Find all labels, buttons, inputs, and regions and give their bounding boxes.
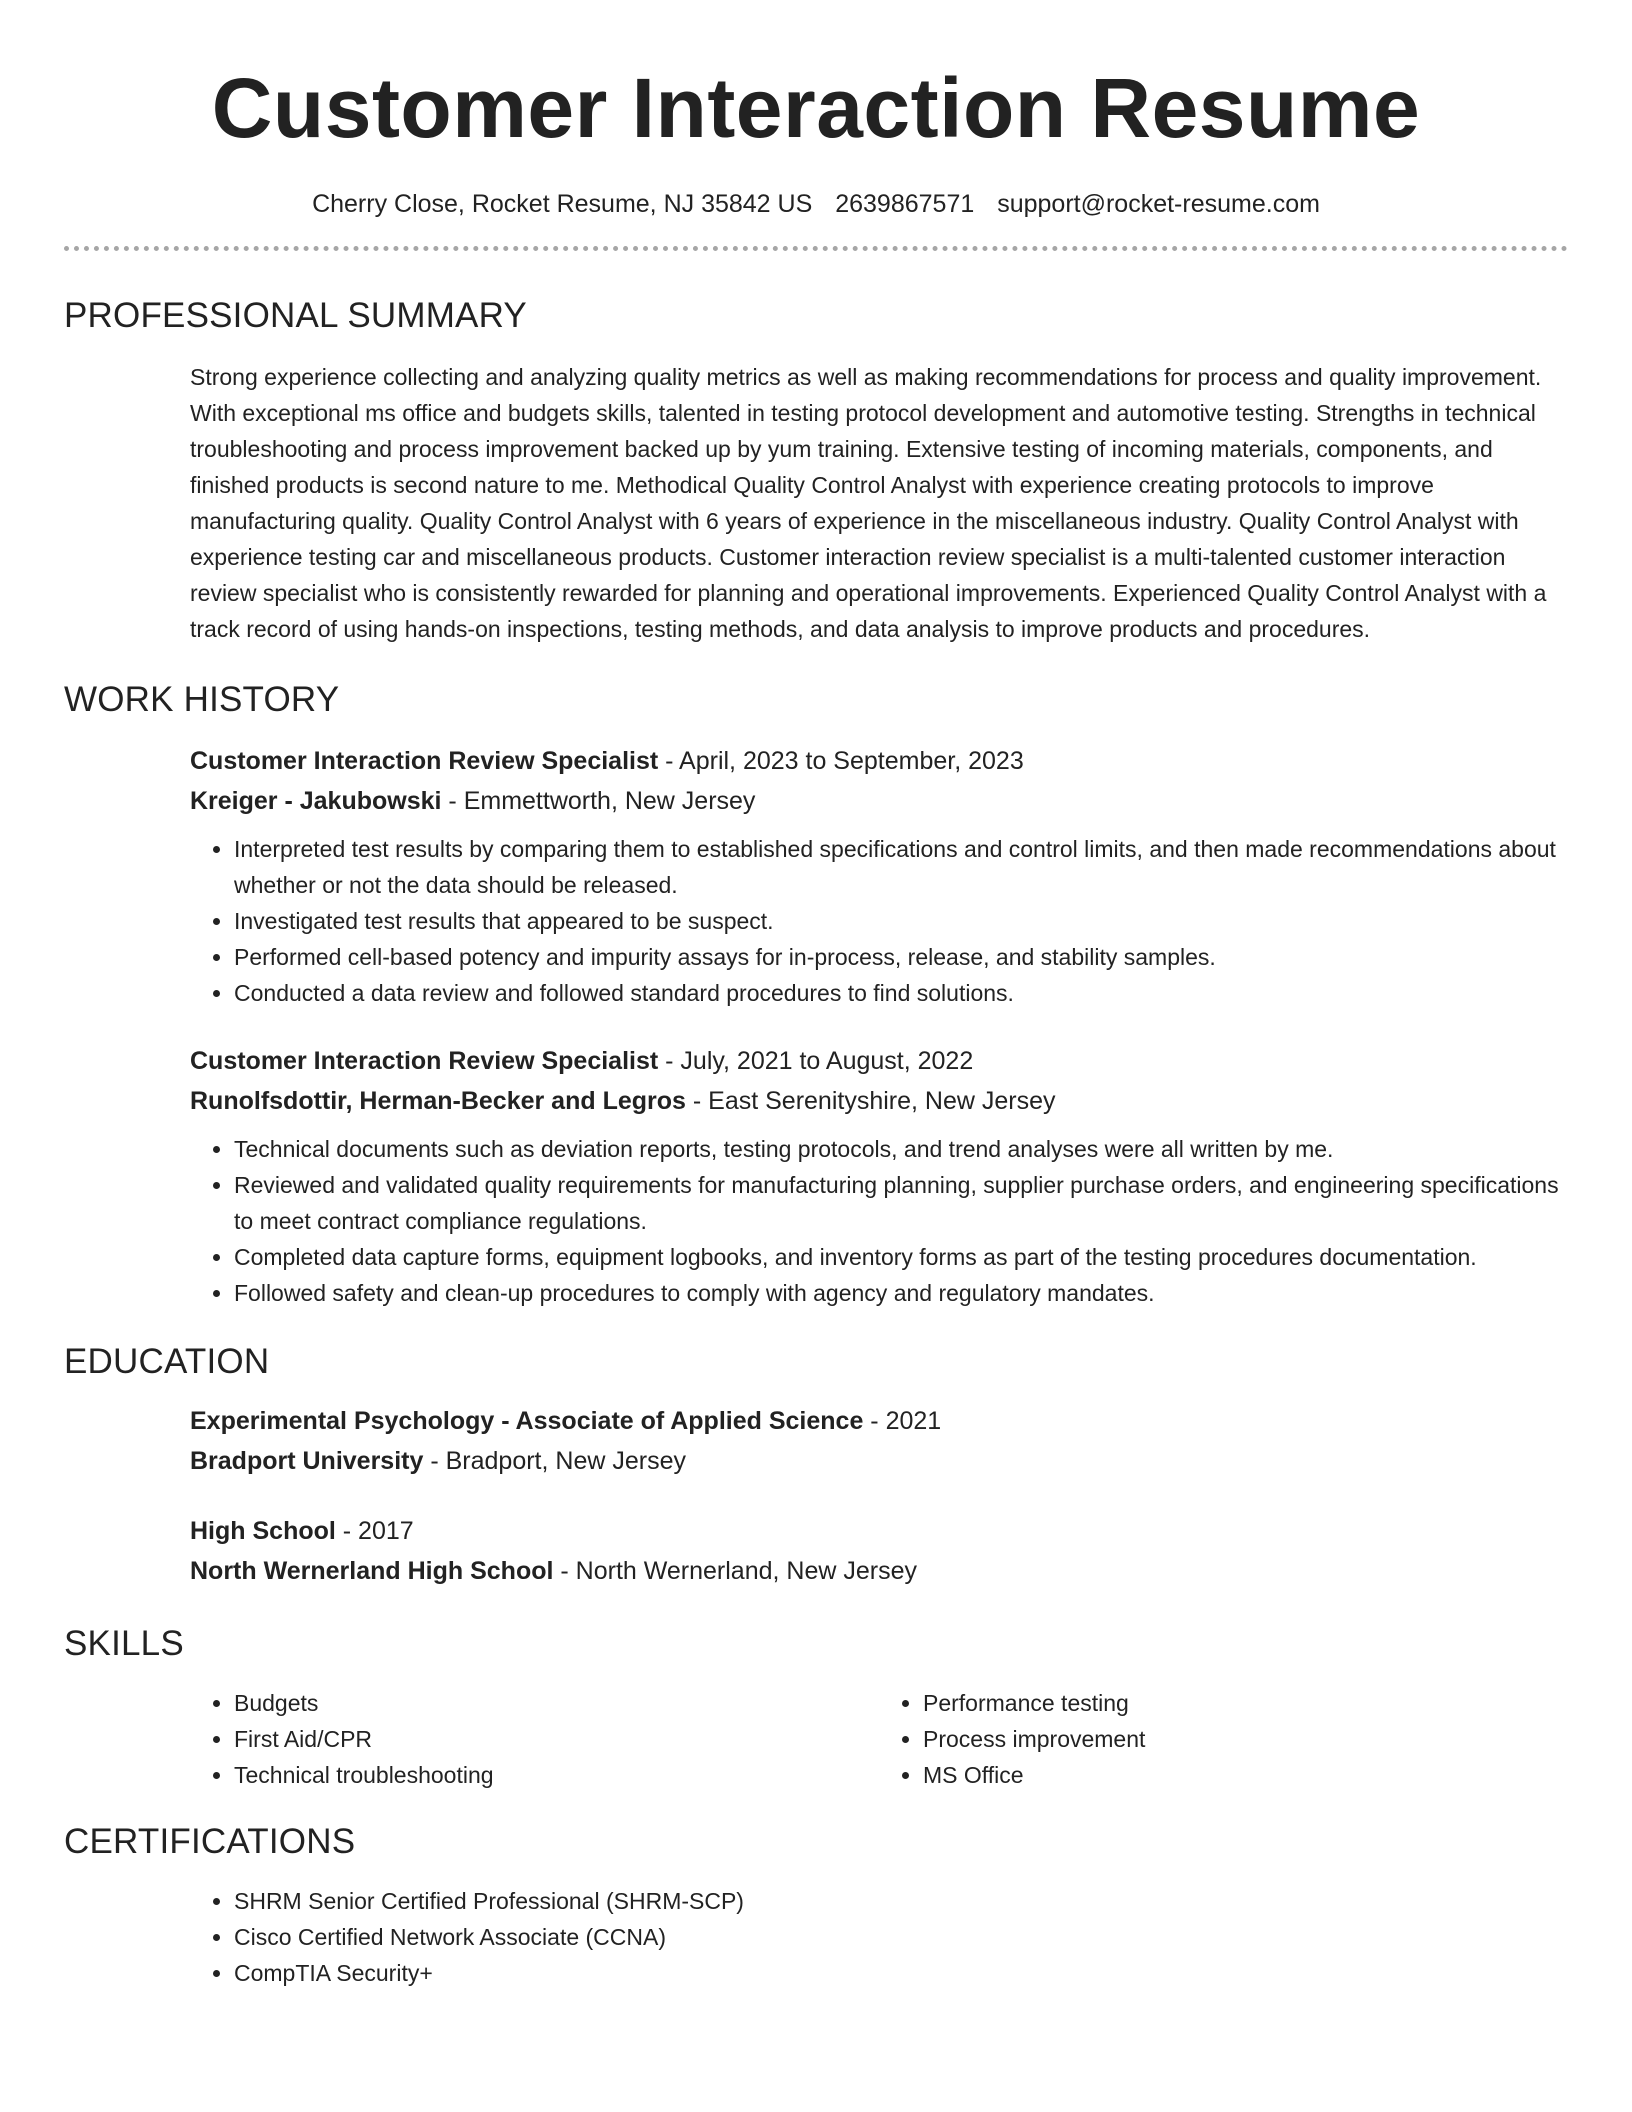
resume-title: Customer Interaction Resume bbox=[211, 61, 1421, 155]
certification-item: • CompTIA Security+ bbox=[234, 1955, 1568, 1991]
education-heading: EDUCATION bbox=[64, 1342, 270, 1381]
skill-item: • Process improvement bbox=[923, 1721, 1568, 1757]
degree-line bbox=[190, 1511, 1568, 1551]
job-bullets bbox=[190, 1131, 1568, 1311]
work-section bbox=[64, 677, 1568, 1311]
job-dates: - April, 2023 to September, 2023 bbox=[658, 747, 1024, 775]
degree-line bbox=[190, 1401, 1568, 1441]
job-role: Customer Interaction Review Specialist bbox=[190, 1047, 659, 1075]
skills-section bbox=[64, 1621, 1568, 1793]
school-line bbox=[190, 1551, 1568, 1591]
education-entry bbox=[190, 1401, 1568, 1481]
job-company: Kreiger - Jakubowski bbox=[190, 787, 442, 815]
skills-grid bbox=[190, 1685, 1568, 1793]
job-role: Customer Interaction Review Specialist bbox=[190, 747, 659, 775]
summary-section bbox=[64, 293, 1568, 647]
contact-line bbox=[0, 186, 1632, 222]
list-item: • Reviewed and validated quality requirements for manufacturing planning, supplier purchase orders, and engineering specifications to meet contract compliance regulations. bbox=[234, 1167, 1568, 1239]
skill-item: • Technical troubleshooting bbox=[234, 1757, 879, 1793]
school-name: Bradport University bbox=[190, 1447, 424, 1475]
contact-email: support@rocket-resume.com bbox=[997, 190, 1320, 218]
list-item: • Interpreted test results by comparing them to established specifications and control limits, and then made recommendations about whether or not the data should be released. bbox=[234, 831, 1568, 903]
certification-item: • Cisco Certified Network Associate (CCNA) bbox=[234, 1919, 1568, 1955]
certification-item: • SHRM Senior Certified Professional (SHRM-SCP) bbox=[234, 1883, 1568, 1919]
list-item: • Followed safety and clean-up procedures to comply with agency and regulatory mandates. bbox=[234, 1275, 1568, 1311]
job-entry bbox=[190, 741, 1568, 1011]
degree-year: - 2021 bbox=[863, 1407, 942, 1435]
skill-item: • Budgets bbox=[234, 1685, 879, 1721]
job-title-line bbox=[190, 741, 1568, 781]
skill-item: • MS Office bbox=[923, 1757, 1568, 1793]
degree-name: Experimental Psychology - Associate of Applied Science bbox=[190, 1407, 864, 1435]
degree-year: - 2017 bbox=[335, 1517, 414, 1545]
job-company-line bbox=[190, 1081, 1568, 1121]
school-line bbox=[190, 1441, 1568, 1481]
certifications-heading: CERTIFICATIONS bbox=[64, 1822, 356, 1861]
work-heading: WORK HISTORY bbox=[64, 680, 340, 719]
skills-column-right bbox=[879, 1685, 1568, 1793]
list-item: • Performed cell-based potency and impurity assays for in-process, release, and stability samples. bbox=[234, 939, 1568, 975]
summary-heading: PROFESSIONAL SUMMARY bbox=[64, 296, 527, 335]
list-item: • Technical documents such as deviation reports, testing protocols, and trend analyses were all written by me. bbox=[234, 1131, 1568, 1167]
job-location: - East Serenityshire, New Jersey bbox=[685, 1087, 1056, 1115]
certifications-section bbox=[64, 1819, 1568, 1991]
degree-name: High School bbox=[190, 1517, 336, 1545]
summary-text: Strong experience collecting and analyzing quality metrics as well as making recommendations for process and quality improvement. With exceptional ms office and budgets skills, talented in testing protocol development and automotive testing. Strengths in technical troubleshooting and process improvement backed up by yum training. Extensive testing of incoming materials, components, and finished products is second nature to me. Methodical Quality Control Analyst with experience creating protocols to improve manufacturing quality. Quality Control Analyst with 6 years of experience in the miscellaneous industry. Quality Control Analyst with experience testing car and miscellaneous products. Customer interaction review specialist is a multi-talented customer interaction review specialist who is consistently rewarded for planning and operational improvements. Experienced Quality Control Analyst with a track record of using hands-on inspections, testing methods, and data analysis to improve products and procedures. bbox=[190, 364, 1547, 642]
job-entry bbox=[190, 1041, 1568, 1311]
job-company: Runolfsdottir, Herman-Becker and Legros bbox=[190, 1087, 686, 1115]
certifications-list bbox=[190, 1883, 1568, 1991]
list-item: • Investigated test results that appeared to be suspect. bbox=[234, 903, 1568, 939]
school-name: North Wernerland High School bbox=[190, 1557, 554, 1585]
job-company-line bbox=[190, 781, 1568, 821]
list-item: • Conducted a data review and followed standard procedures to find solutions. bbox=[234, 975, 1568, 1011]
job-dates: - July, 2021 to August, 2022 bbox=[658, 1047, 974, 1075]
skill-item: • First Aid/CPR bbox=[234, 1721, 879, 1757]
contact-address: Cherry Close, Rocket Resume, NJ 35842 US bbox=[312, 190, 813, 218]
job-title-line bbox=[190, 1041, 1568, 1081]
skill-item: • Performance testing bbox=[923, 1685, 1568, 1721]
job-bullets bbox=[190, 831, 1568, 1011]
header-divider bbox=[64, 246, 1568, 251]
education-entry bbox=[190, 1511, 1568, 1591]
school-location: - North Wernerland, New Jersey bbox=[553, 1557, 918, 1585]
school-location: - Bradport, New Jersey bbox=[423, 1447, 686, 1475]
skills-heading: SKILLS bbox=[64, 1624, 184, 1663]
job-location: - Emmettworth, New Jersey bbox=[441, 787, 756, 815]
contact-phone: 2639867571 bbox=[835, 190, 975, 218]
education-section bbox=[64, 1339, 1568, 1591]
skills-column-left bbox=[190, 1685, 879, 1793]
list-item: • Completed data capture forms, equipment logbooks, and inventory forms as part of the testing procedures documentation. bbox=[234, 1239, 1568, 1275]
